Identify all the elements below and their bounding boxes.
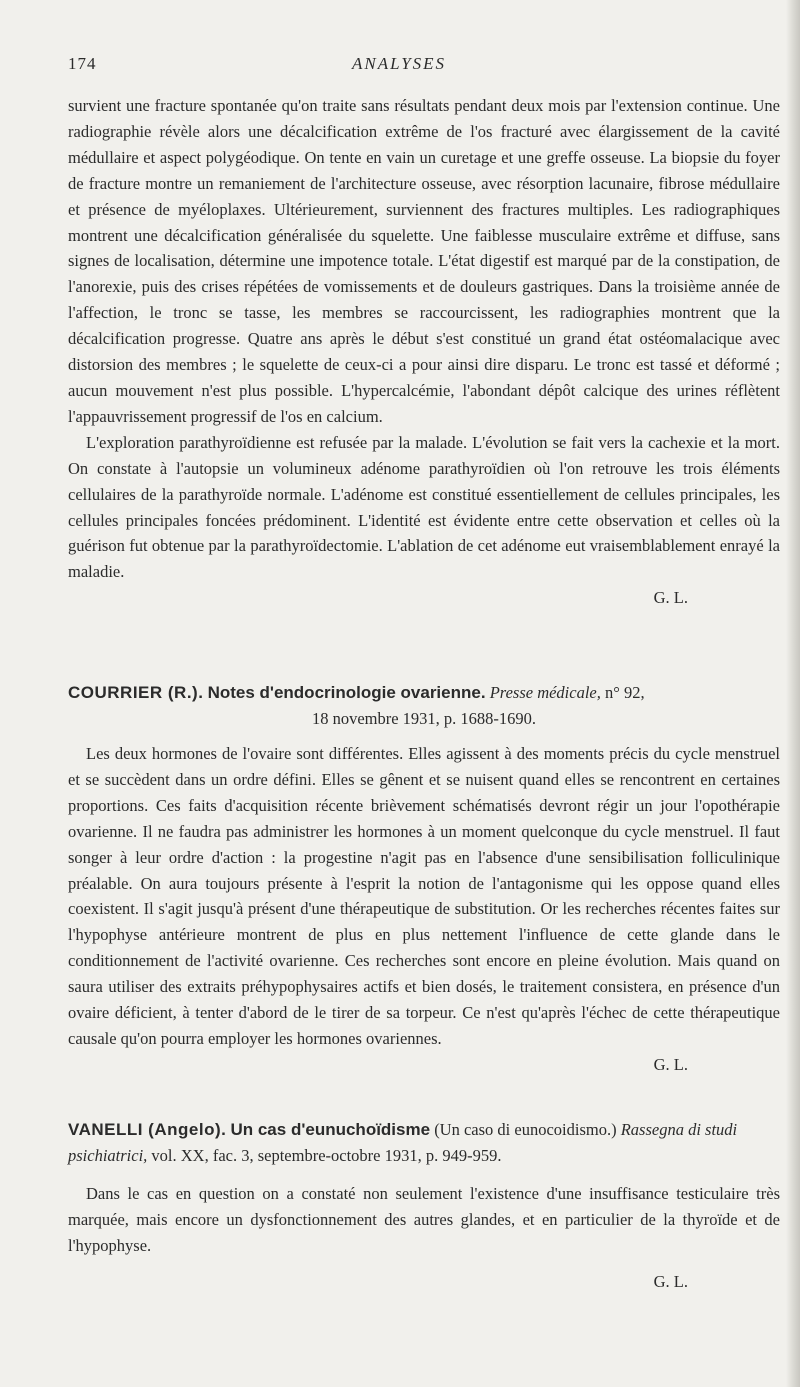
- review-citation: vol. XX, fac. 3, septembre-octobre 1931, p. 949-959.: [151, 1146, 502, 1165]
- running-title: ANALYSES: [351, 54, 447, 73]
- page-header: [68, 54, 730, 80]
- review-heading: [68, 680, 780, 732]
- review-signature: G. L.: [653, 1054, 688, 1074]
- page-number: 174: [68, 54, 97, 73]
- review-body: Les deux hormones de l'ovaire sont différentes. Elles agissent à des moments précis du cycle menstruel et se succèdent dans un ordre défini. Elles se gênent et se nuisent quand elles se rencontrent en certaines proportions. Ces faits d'acquisition récente brièvement schématisés devront régir un jour l'opothérapie ovarienne. Il ne faudra pas administrer les hormones à un moment quelconque du cycle menstruel. Il faut songer à leur ordre d'action : la progestine n'agit pas en l'absence d'une sensibilisation folliculinique préalable. On aura toujours présente à l'esprit la notion de l'antagonisme qui les oppose quand elles coexistent. Il s'agit jusqu'à présent d'une thérapeutique de substitution. Or les recherches récentes faites sur l'hypophyse antérieure montrent de plus en plus nettement l'influence de cette glande dans le conditionnement de l'activité ovarienne. Ces recherches sont encore en pleine évolution. Mais quand on saura utiliser des extraits préhypophysaires actifs et bien dosés, le traitement consistera, en présence d'un ovaire déficient, à tenter d'abord de le tirer de sa torpeur. Ce n'est qu'après l'échec de cette thérapeutique causale qu'on pourra employer les hormones ovariennes.: [68, 744, 780, 1048]
- review-author: VANELLI (Angelo).: [68, 1120, 227, 1139]
- review-title: Un cas d'eunuchoïdisme: [230, 1120, 431, 1139]
- review-original-title: (Un caso di eunocoidismo.): [434, 1120, 617, 1139]
- review-citation: n° 92,: [605, 683, 645, 702]
- review-author: COURRIER (R.).: [68, 683, 204, 702]
- review-title: Notes d'endocrinologie ovarienne.: [207, 683, 486, 702]
- review-vanelli: [68, 1117, 780, 1295]
- review-paragraph: survient une fracture spontanée qu'on traite sans résultats pendant deux mois par l'extension continue. Une radiographie révèle alors une décalcification extrême de l'os fracturé avec élargissement de la cavité médullaire et aspect polygéodique. On tente en vain un curetage et une greffe osseuse. La biopsie du foyer de fracture montre un remaniement de l'architecture osseuse, avec résorption lacunaire, fibrose médullaire et présence de myéloplaxes. Ultérieurement, surviennent des fractures multiples. Les radiographiques montrent une décalcification généralisée du squelette. Une faiblesse musculaire extrême et diffuse, sans signes de localisation, détermine une impotence totale. L'état digestif est marqué par de la constipation, de l'anorexie, puis des crises répétées de vomissements et de douleurs gastriques. Dans la troisième année de l'affection, le tronc se tasse, les membres se raccourcissent, les radiographies montrent que la décalcification progresse. Quatre ans après le début s'est constitué un grand état ostéomalacique avec distorsion des membres ; le squelette de ceux-ci a pour ainsi dire disparu. Le tronc est tassé et déformé ; aucun mouvement n'est plus possible. L'hypercalcémie, l'abondant dépôt calcique des urines réflètent l'appauvrissement progressif de l'os en calcium.: [68, 96, 780, 426]
- page-binding-edge: [786, 0, 800, 1387]
- review-paragraph: L'exploration parathyroïdienne est refusée par la malade. L'évolution se fait vers la cachexie et la mort. On constate à l'autopsie un volumineux adénome parathyroïdien où l'on retrouve les trois éléments cellulaires de la parathyroïde normale. L'adénome est constitué essentiellement de cellules principales, les cellules principales foncées prédominent. L'identité est évidente entre cette observation et celles où la guérison fut obtenue par la parathyroïdectomie. L'ablation de cet adénome eut vraisemblablement enrayé la maladie.: [68, 432, 780, 582]
- review-courrier: [68, 680, 780, 1078]
- previous-review: [68, 93, 780, 611]
- review-signature: G. L.: [653, 588, 688, 608]
- review-citation-date: 18 novembre 1931, p. 1688-1690.: [311, 709, 537, 728]
- review-signature: G. L.: [653, 1271, 688, 1291]
- review-body: Dans le cas en question on a constaté non seulement l'existence d'une insuffisance testiculaire très marquée, mais encore un dysfonctionnement des autres glandes, et en particulier de la thyroïde et de l'hypophyse.: [68, 1184, 780, 1255]
- review-source: Rassegna di studi psichiatrici,: [68, 1120, 738, 1165]
- review-source: Presse médicale,: [489, 683, 601, 702]
- review-heading: [68, 1117, 780, 1169]
